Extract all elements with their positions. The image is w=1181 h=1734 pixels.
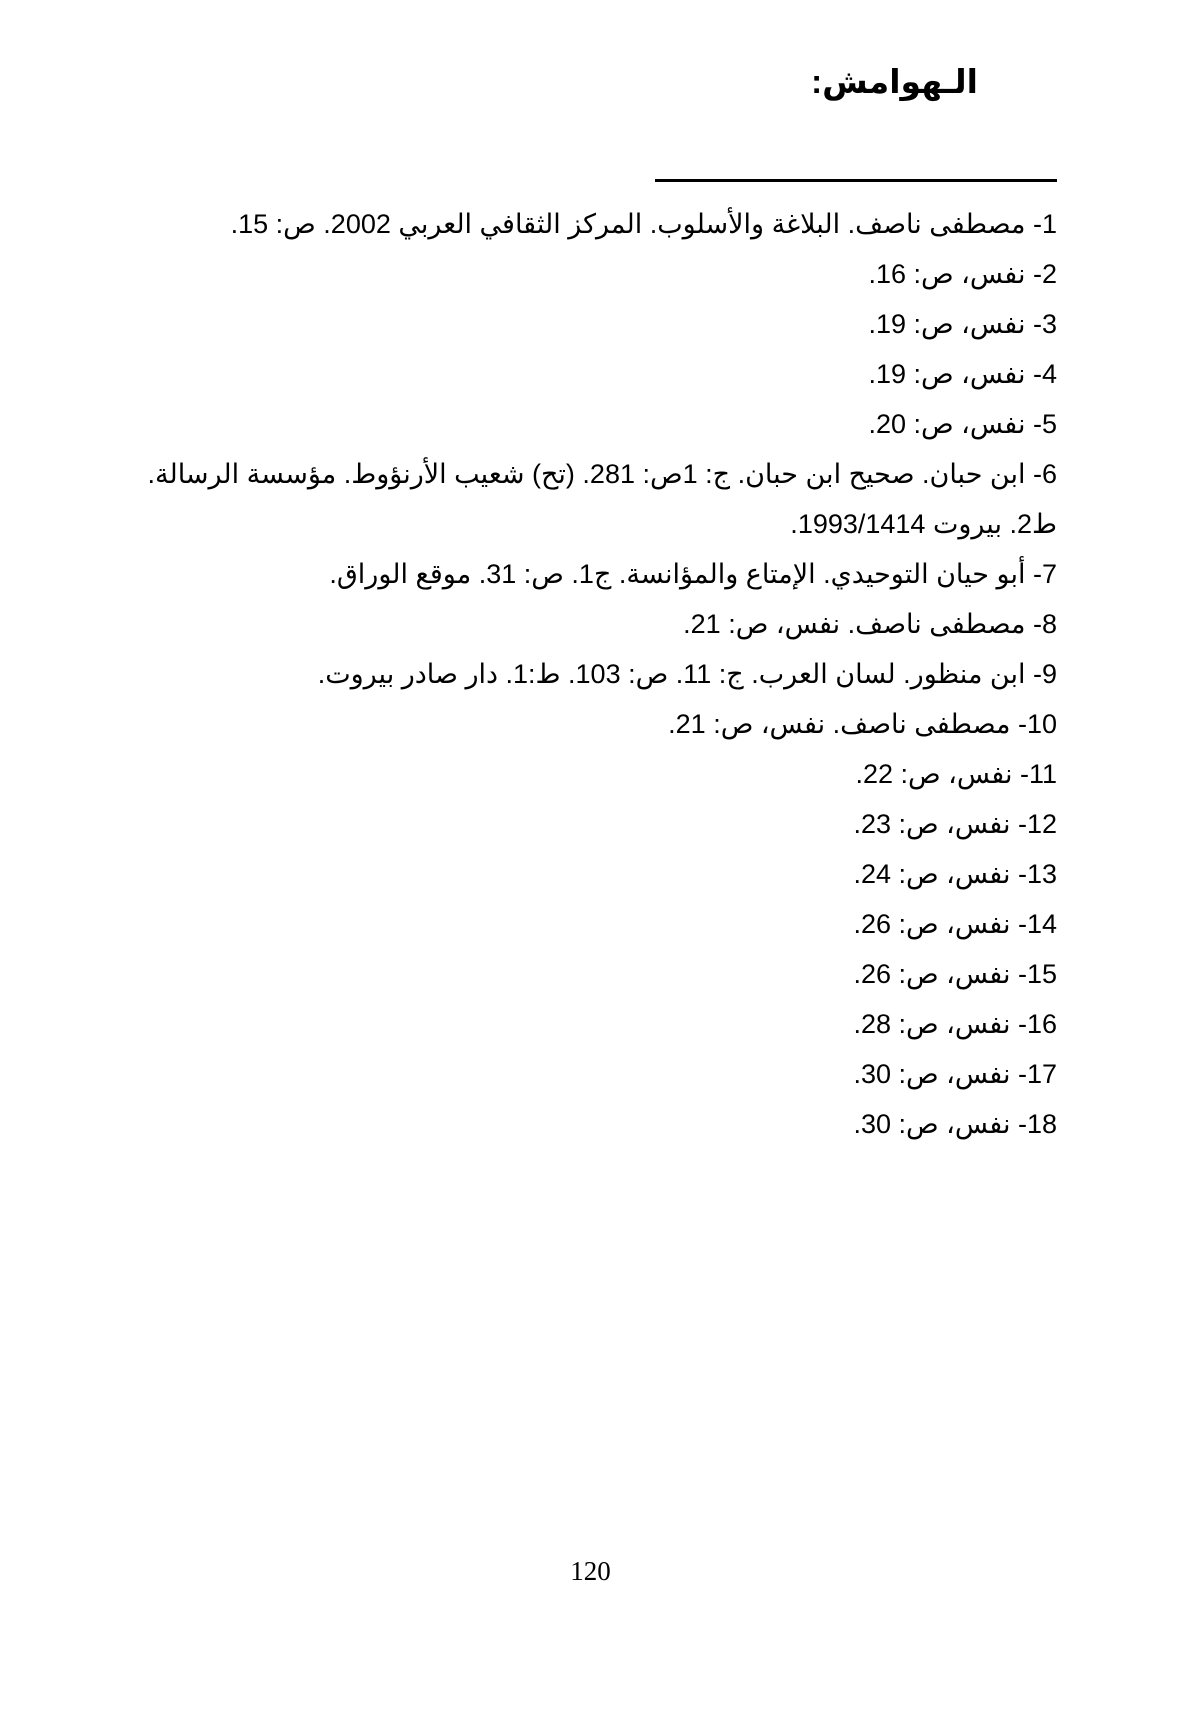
footnote-item: 17- نفس، ص: 30.: [853, 1059, 1057, 1089]
footnote-separator: [655, 179, 1057, 182]
footnote-item: 7- أبو حيان التوحيدي. الإمتاع والمؤانسة. ج1. ص: 31. موقع الوراق.: [329, 559, 1057, 589]
page-title: الـهوامش:: [811, 63, 978, 100]
footnote-item: 10- مصطفى ناصف. نفس، ص: 21.: [668, 709, 1057, 739]
footnote-item: 2- نفس، ص: 16.: [868, 259, 1057, 289]
footnote-item: 18- نفس، ص: 30.: [853, 1109, 1057, 1139]
footnotes-list: [117, 199, 1057, 1149]
footnote-item: 6- ابن حبان. صحيح ابن حبان. ج: 1ص: 281. (تح) شعيب الأرنؤوط. مؤسسة الرسالة. ط2. بيروت 1993/1414.: [147, 459, 1057, 539]
footnote-item: 1- مصطفى ناصف. البلاغة والأسلوب. المركز الثقافي العربي 2002. ص: 15.: [230, 209, 1057, 239]
footnote-item: 15- نفس، ص: 26.: [853, 959, 1057, 989]
footnote-item: 4- نفس، ص: 19.: [868, 359, 1057, 389]
footnote-item: 5- نفس، ص: 20.: [868, 409, 1057, 439]
footnote-item: 12- نفس، ص: 23.: [853, 809, 1057, 839]
footnote-item: 13- نفس، ص: 24.: [853, 859, 1057, 889]
footnote-item: 11- نفس، ص: 22.: [855, 759, 1057, 789]
footnote-item: 3- نفس، ص: 19.: [868, 309, 1057, 339]
footnote-item: 8- مصطفى ناصف. نفس، ص: 21.: [683, 609, 1057, 639]
footnote-item: 16- نفس، ص: 28.: [853, 1009, 1057, 1039]
page-number: 120: [570, 1556, 611, 1586]
footnote-item: 9- ابن منظور. لسان العرب. ج: 11. ص: 103. ط:1. دار صادر بيروت.: [317, 659, 1057, 689]
footnote-item: 14- نفس، ص: 26.: [853, 909, 1057, 939]
